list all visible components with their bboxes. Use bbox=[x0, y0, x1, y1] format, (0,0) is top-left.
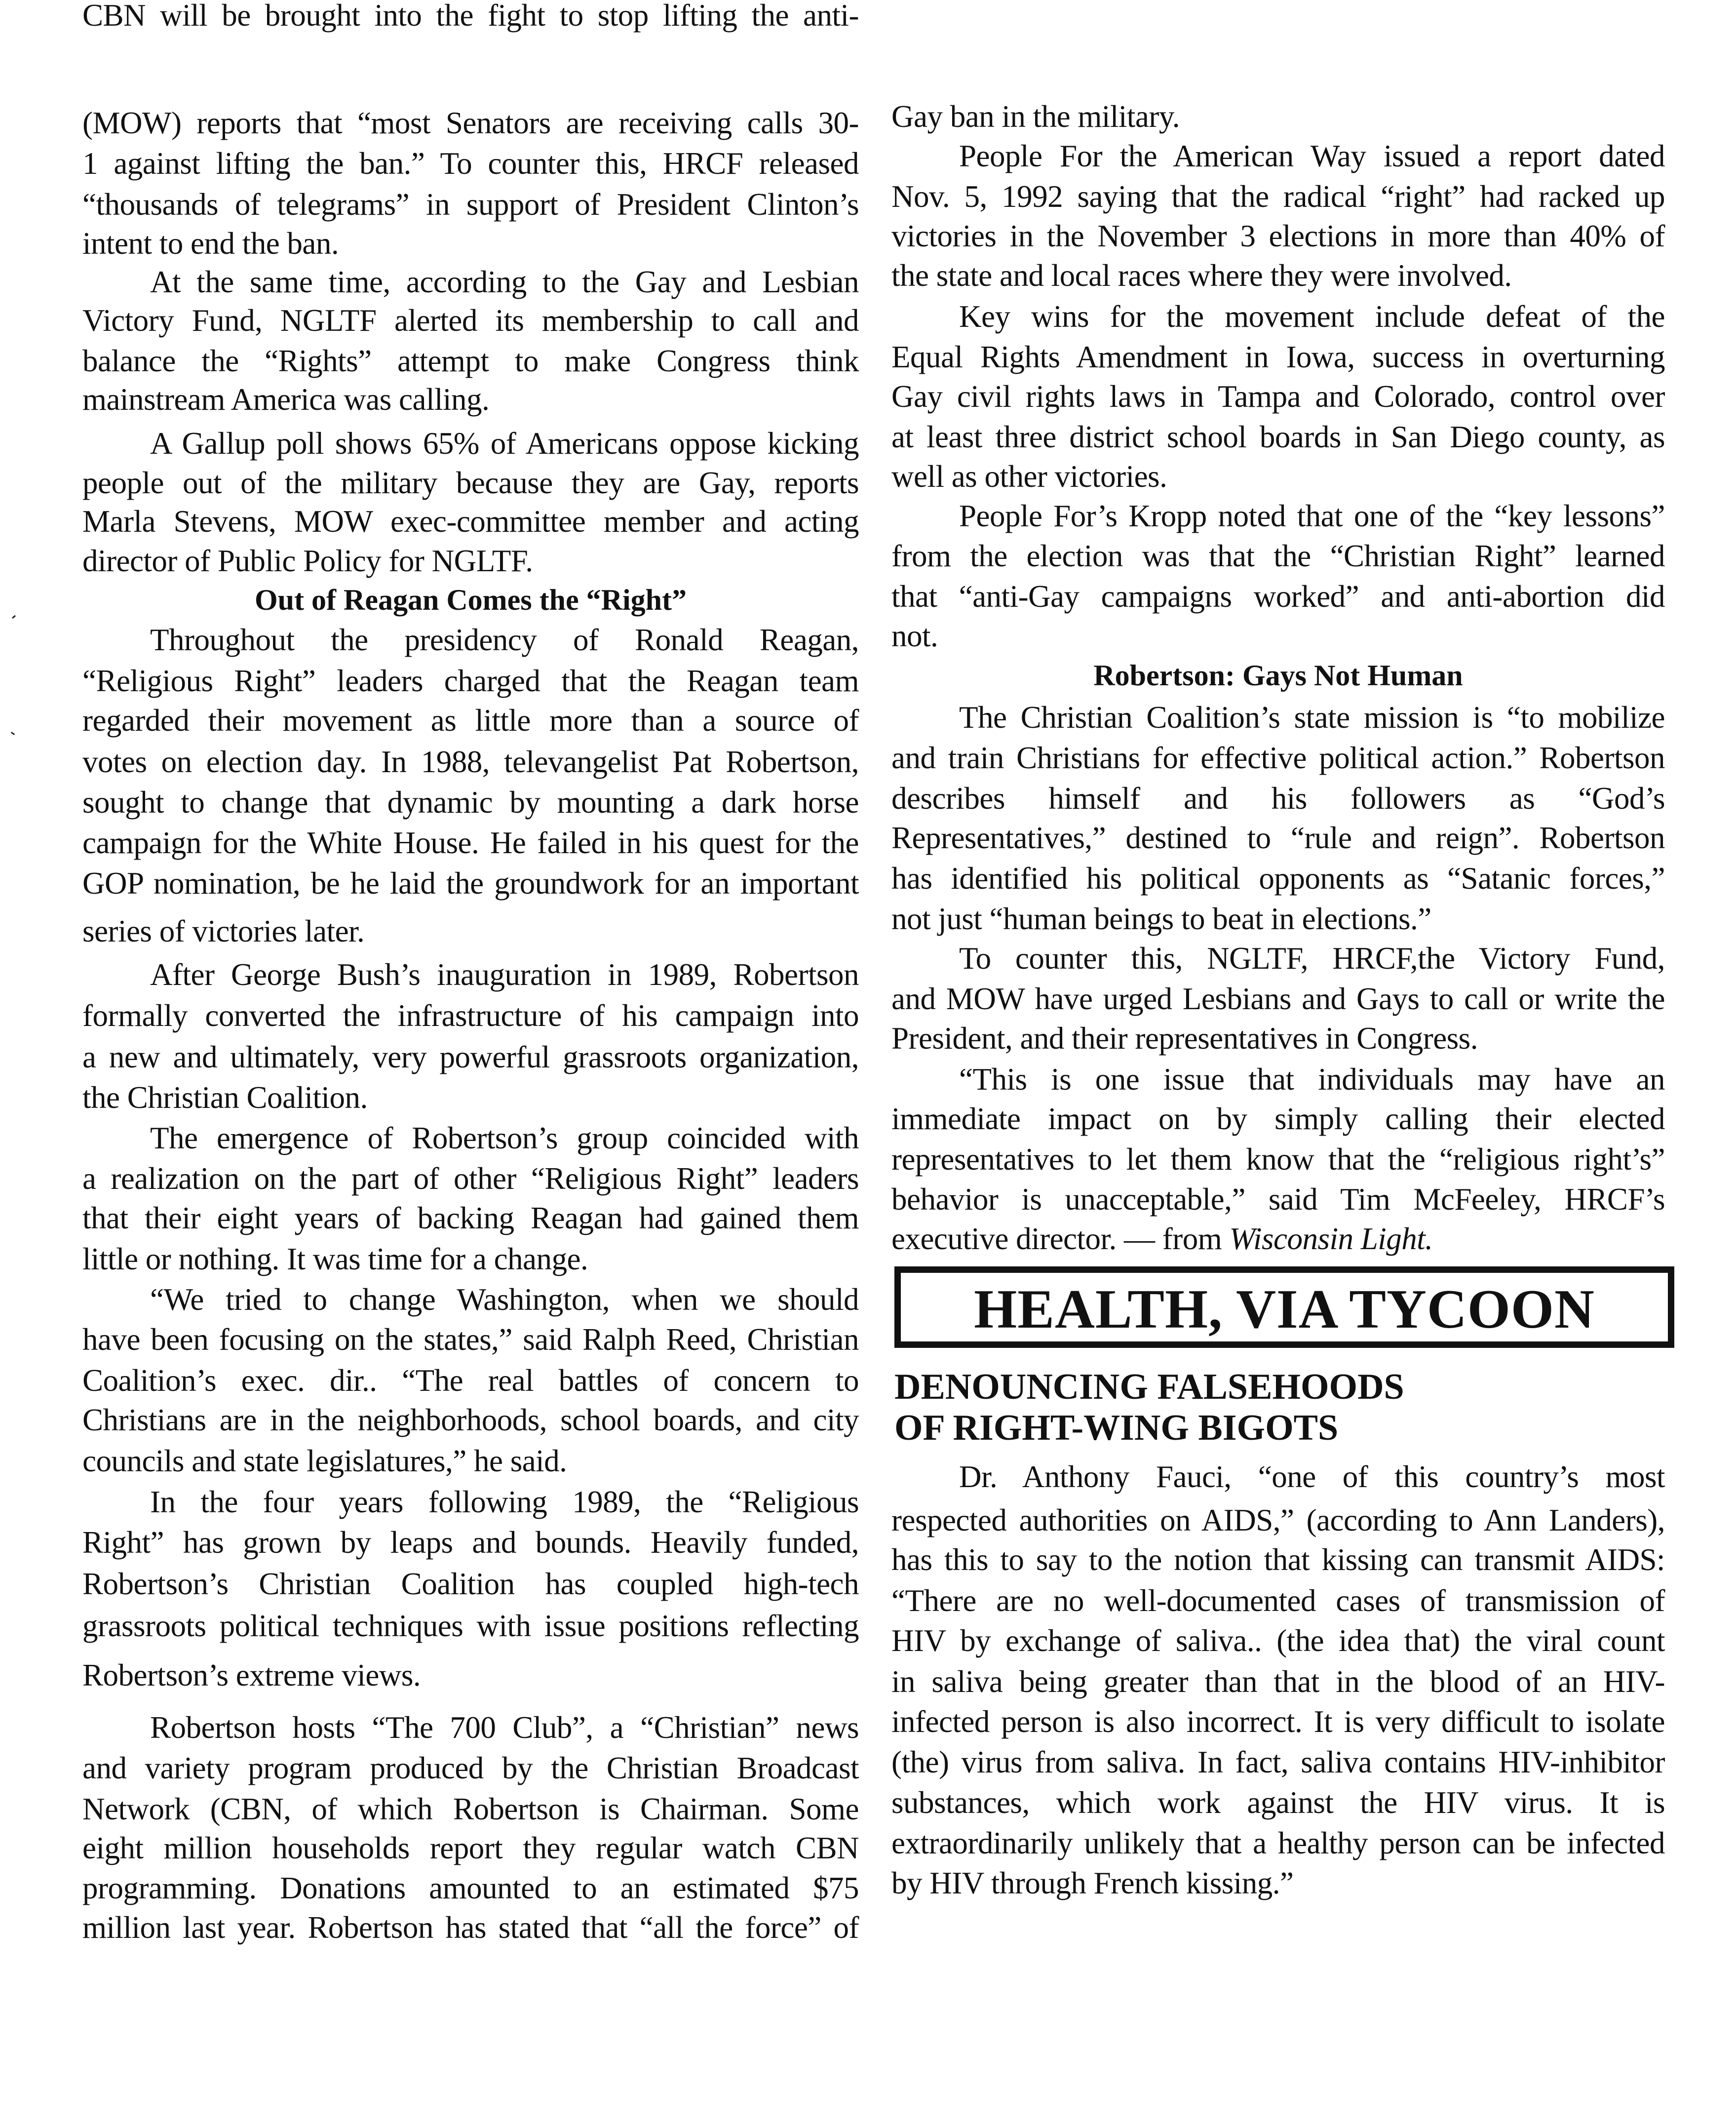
text-line: Coalition’s exec. dir.. “The real battles of concern to bbox=[82, 1363, 859, 1398]
text-line: victories in the November 3 elections in more than 40% of bbox=[891, 219, 1665, 253]
text-line: (the) virus from saliva. In fact, saliva contains HIV-inhibitor bbox=[891, 1745, 1665, 1779]
article-headline-line-1: DENOUNCING FALSEHOODS bbox=[894, 1367, 1404, 1407]
text-line: from the election was that the “Christian Right” learned bbox=[891, 539, 1665, 573]
text-line: Robertson’s Christian Coalition has coupled high-tech bbox=[82, 1567, 859, 1601]
text-line: Dr. Anthony Fauci, “one of this country’s most bbox=[959, 1459, 1665, 1494]
text-line: Marla Stevens, MOW exec-committee member and acting bbox=[82, 504, 859, 539]
text-line: respected authorities on AIDS,” (according to Ann Landers), bbox=[891, 1503, 1665, 1537]
text-line: Key wins for the movement include defeat of the bbox=[959, 299, 1665, 334]
text-line: At the same time, according to the Gay and Lesbian bbox=[150, 265, 859, 299]
text-line: sought to change that dynamic by mounting a dark horse bbox=[82, 785, 859, 820]
text-line: and train Christians for effective political action.” Robertson bbox=[891, 741, 1665, 775]
text-line: (MOW) reports that “most Senators are receiving calls 30- bbox=[82, 106, 859, 140]
text-line: The Christian Coalition’s state mission is “to mobilize bbox=[959, 700, 1665, 735]
scan-speck bbox=[11, 732, 15, 735]
text-line: eight million households report they regular watch CBN bbox=[82, 1831, 859, 1865]
text-line: describes himself and his followers as “God’s bbox=[891, 781, 1665, 816]
text-line: 1 against lifting the ban.” To counter this, HRCF released bbox=[82, 146, 859, 181]
text-line: A Gallup poll shows 65% of Americans oppose kicking bbox=[150, 426, 859, 461]
text-line: Throughout the presidency of Ronald Reagan, bbox=[150, 623, 859, 657]
text-line: programming. Donations amounted to an estimated $75 bbox=[82, 1871, 859, 1905]
text-line: After George Bush’s inauguration in 1989, Robertson bbox=[150, 957, 859, 992]
text-line-segment: executive director. — from bbox=[891, 1221, 1230, 1256]
text-line: “Religious Right” leaders charged that the Reagan team bbox=[82, 664, 859, 698]
text-line: has this to say to the notion that kissing can transmit AIDS: bbox=[891, 1542, 1665, 1577]
text-line: substances, which work against the HIV virus. It is bbox=[891, 1785, 1665, 1820]
text-line: a realization on the part of other “Religious Right” leaders bbox=[82, 1161, 859, 1196]
scan-speck bbox=[12, 615, 16, 619]
text-line: Network (CBN, of which Robertson is Chairman. Some bbox=[82, 1792, 859, 1826]
text-line: Robertson hosts “The 700 Club”, a “Christian” news bbox=[150, 1710, 859, 1745]
text-line: votes on election day. In 1988, televangelist Pat Robertson, bbox=[82, 745, 859, 779]
text-line: little or nothing. It was time for a change. bbox=[82, 1242, 588, 1276]
text-line: people out of the military because they are Gay, reports bbox=[82, 466, 859, 500]
text-line: councils and state legislatures,” he said. bbox=[82, 1444, 567, 1478]
text-line: “This is one issue that individuals may have an bbox=[959, 1062, 1665, 1097]
text-line: balance the “Rights” attempt to make Congress think bbox=[82, 344, 859, 378]
text-line: behavior is unacceptable,” said Tim McFeeley, HRCF’s bbox=[891, 1182, 1665, 1217]
text-line: in saliva being greater than that in the blood of an HIV- bbox=[891, 1664, 1665, 1699]
text-line: regarded their movement as little more than a source of bbox=[82, 703, 859, 738]
text-line: President, and their representatives in Congress. bbox=[891, 1021, 1478, 1056]
text-line: Equal Rights Amendment in Iowa, success in overturning bbox=[891, 340, 1665, 374]
text-line: extraordinarily unlikely that a healthy person can be infected bbox=[891, 1826, 1665, 1860]
text-line: CBN will be brought into the fight to stop lifting the anti- bbox=[82, 0, 859, 33]
text-line: mainstream America was calling. bbox=[82, 382, 490, 417]
text-line: Nov. 5, 1992 saying that the radical “right” had racked up bbox=[891, 179, 1665, 214]
text-line: Gay civil rights laws in Tampa and Colorado, control over bbox=[891, 379, 1665, 414]
text-line: In the four years following 1989, the “Religious bbox=[150, 1485, 859, 1519]
text-line: and MOW have urged Lesbians and Gays to call or write the bbox=[891, 982, 1665, 1016]
text-line: well as other victories. bbox=[891, 459, 1167, 494]
text-line: Representatives,” destined to “rule and reign”. Robertson bbox=[891, 821, 1665, 855]
text-line: HIV by exchange of saliva.. (the idea that) the viral count bbox=[891, 1623, 1665, 1658]
text-line: Christians are in the neighborhoods, school boards, and city bbox=[82, 1403, 859, 1437]
text-line: series of victories later. bbox=[82, 914, 365, 948]
text-line bbox=[891, 1223, 1665, 1255]
text-line: by HIV through French kissing.” bbox=[891, 1866, 1294, 1900]
text-line: not just “human beings to beat in elections.” bbox=[891, 902, 1431, 936]
text-line: Robertson’s extreme views. bbox=[82, 1658, 421, 1692]
section-subhead: Robertson: Gays Not Human bbox=[1093, 659, 1463, 692]
text-line: million last year. Robertson has stated that “all the force” of bbox=[82, 1910, 859, 1945]
article-headline-line-2: OF RIGHT-WING BIGOTS bbox=[894, 1408, 1339, 1448]
section-title-box bbox=[894, 1266, 1674, 1348]
text-line: “We tried to change Washington, when we should bbox=[150, 1282, 859, 1317]
text-line: that “anti-Gay campaigns worked” and anti-abortion did bbox=[891, 579, 1665, 614]
text-line: People For the American Way issued a report dated bbox=[959, 139, 1665, 173]
text-line: People For’s Kropp noted that one of the “key lessons” bbox=[959, 499, 1665, 533]
text-line: formally converted the infrastructure of his campaign into bbox=[82, 998, 859, 1033]
text-line: at least three district school boards in San Diego county, as bbox=[891, 420, 1665, 454]
text-line: “There are no well-documented cases of transmission of bbox=[891, 1583, 1665, 1618]
text-line: To counter this, NGLTF, HRCF,the Victory Fund, bbox=[959, 941, 1665, 976]
text-line: representatives to let them know that the “religious right’s” bbox=[891, 1142, 1665, 1177]
text-line: immediate impact on by simply calling their elected bbox=[891, 1102, 1665, 1136]
text-line: Right” has grown by leaps and bounds. Heavily funded, bbox=[82, 1525, 859, 1560]
section-subhead: Out of Reagan Comes the “Right” bbox=[255, 584, 687, 616]
text-line: Gay ban in the military. bbox=[891, 99, 1180, 134]
text-line: campaign for the White House. He failed in his quest for the bbox=[82, 826, 859, 860]
source-credit: Wisconsin Light. bbox=[1229, 1221, 1433, 1256]
text-line: The emergence of Robertson’s group coincided with bbox=[150, 1121, 859, 1155]
text-line: has identified his political opponents as “Satanic forces,” bbox=[891, 861, 1665, 896]
text-line: grassroots political techniques with issue positions reflecting bbox=[82, 1609, 859, 1643]
text-line: that their eight years of backing Reagan had gained them bbox=[82, 1201, 859, 1235]
text-line: and variety program produced by the Christian Broadcast bbox=[82, 1751, 859, 1785]
text-line: infected person is also incorrect. It is very difficult to isolate bbox=[891, 1704, 1665, 1739]
text-line: the state and local races where they were involved. bbox=[891, 258, 1512, 293]
text-line: a new and ultimately, very powerful grassroots organization, bbox=[82, 1040, 859, 1074]
text-line: GOP nomination, be he laid the groundwork for an important bbox=[82, 866, 859, 901]
text-line: the Christian Coalition. bbox=[82, 1080, 368, 1115]
text-line: have been focusing on the states,” said Ralph Reed, Christian bbox=[82, 1322, 859, 1357]
text-line: director of Public Policy for NGLTF. bbox=[82, 544, 533, 578]
text-line: not. bbox=[891, 619, 938, 653]
text-line: intent to end the ban. bbox=[82, 226, 339, 261]
section-title: HEALTH, VIA TYCOON bbox=[974, 1279, 1595, 1340]
text-line: “thousands of telegrams” in support of President Clinton’s bbox=[82, 187, 859, 222]
text-line: Victory Fund, NGLTF alerted its membership to call and bbox=[82, 303, 859, 338]
